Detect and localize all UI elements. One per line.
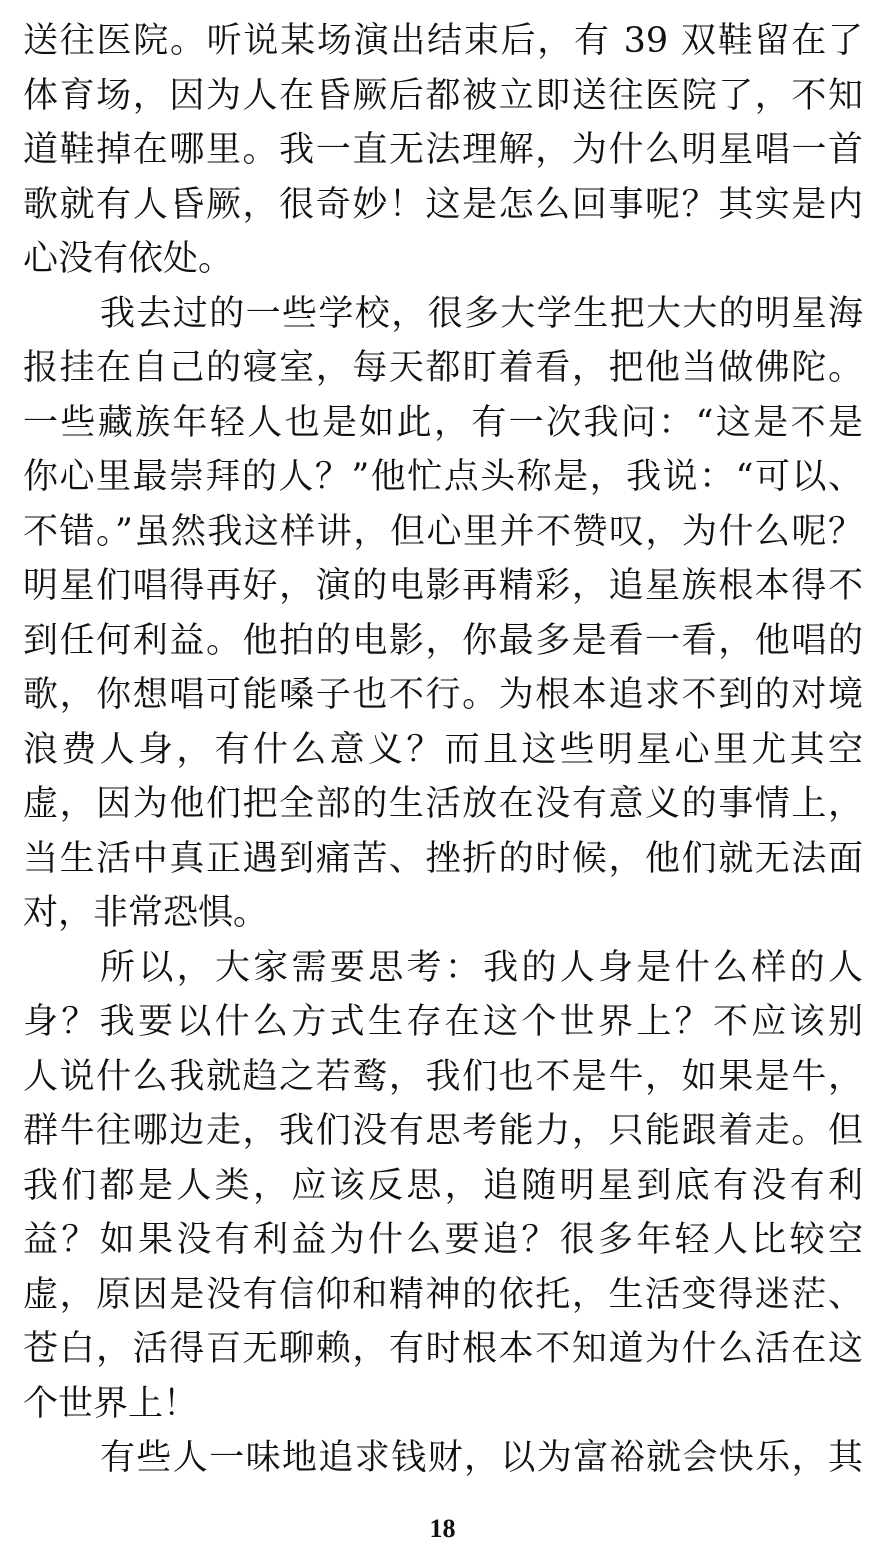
text-line: 群牛往哪边走，我们没有思考能力，只能跟着走。但	[23, 1111, 863, 1151]
text-line: 到任何利益。他拍的电影，你最多是看一看，他唱的	[23, 620, 863, 661]
text-line: 浪费人身，有什么意义？而且这些明星心里尤其空	[23, 729, 863, 770]
text-line: 一些藏族年轻人也是如此，有一次我问：“这是不是	[23, 402, 863, 443]
paragraph-first-line: 有些人一味地追求钱财，以为富裕就会快乐，其	[100, 1438, 863, 1478]
text-line: 虚，因为他们把全部的生活放在没有意义的事情上，	[23, 784, 863, 824]
paragraph-first-line: 我去过的一些学校，很多大学生把大大的明星海	[100, 293, 863, 334]
text-line: 道鞋掉在哪里。我一直无法理解，为什么明星唱一首	[23, 130, 863, 170]
paragraph-first-line: 所以，大家需要思考：我的人身是什么样的人	[100, 947, 863, 988]
text-line: 个世界上！	[23, 1383, 199, 1424]
text-line: 人说什么我就趋之若鹜，我们也不是牛，如果是牛，	[23, 1056, 863, 1097]
text-line: 明星们唱得再好，演的电影再精彩，追星族根本得不	[23, 566, 863, 606]
text-line: 报挂在自己的寝室，每天都盯着看，把他当做佛陀。	[23, 348, 863, 388]
text-line: 不错。”虽然我这样讲，但心里并不赞叹，为什么呢？	[23, 511, 863, 552]
text-line: 苍白，活得百无聊赖，有时根本不知道为什么活在这	[23, 1329, 863, 1369]
text-line: 体育场，因为人在昏厥后都被立即送往医院了，不知	[23, 75, 863, 116]
text-line: 歌就有人昏厥，很奇妙！这是怎么回事呢？其实是内	[23, 184, 863, 225]
text-line: 送往医院。听说某场演出结束后，有 39 双鞋留在了	[23, 21, 863, 61]
text-line: 你心里最崇拜的人？”他忙点头称是，我说：“可以、	[23, 457, 863, 497]
text-line: 益？如果没有利益为什么要追？很多年轻人比较空	[23, 1220, 863, 1260]
text-line: 虚，原因是没有信仰和精神的依托，生活变得迷茫、	[23, 1274, 863, 1315]
text-line: 歌，你想唱可能嗓子也不行。为根本追求不到的对境	[23, 675, 863, 715]
text-line: 对，非常恐惧。	[23, 893, 269, 933]
text-line: 我们都是人类，应该反思，追随明星到底有没有利	[23, 1165, 863, 1206]
page-number: 18	[429, 1514, 456, 1543]
text-line: 心没有依处。	[23, 239, 234, 279]
text-line: 当生活中真正遇到痛苦、挫折的时候，他们就无法面	[23, 838, 863, 879]
text-line: 身？我要以什么方式生存在这个世界上？不应该别	[23, 1002, 863, 1042]
